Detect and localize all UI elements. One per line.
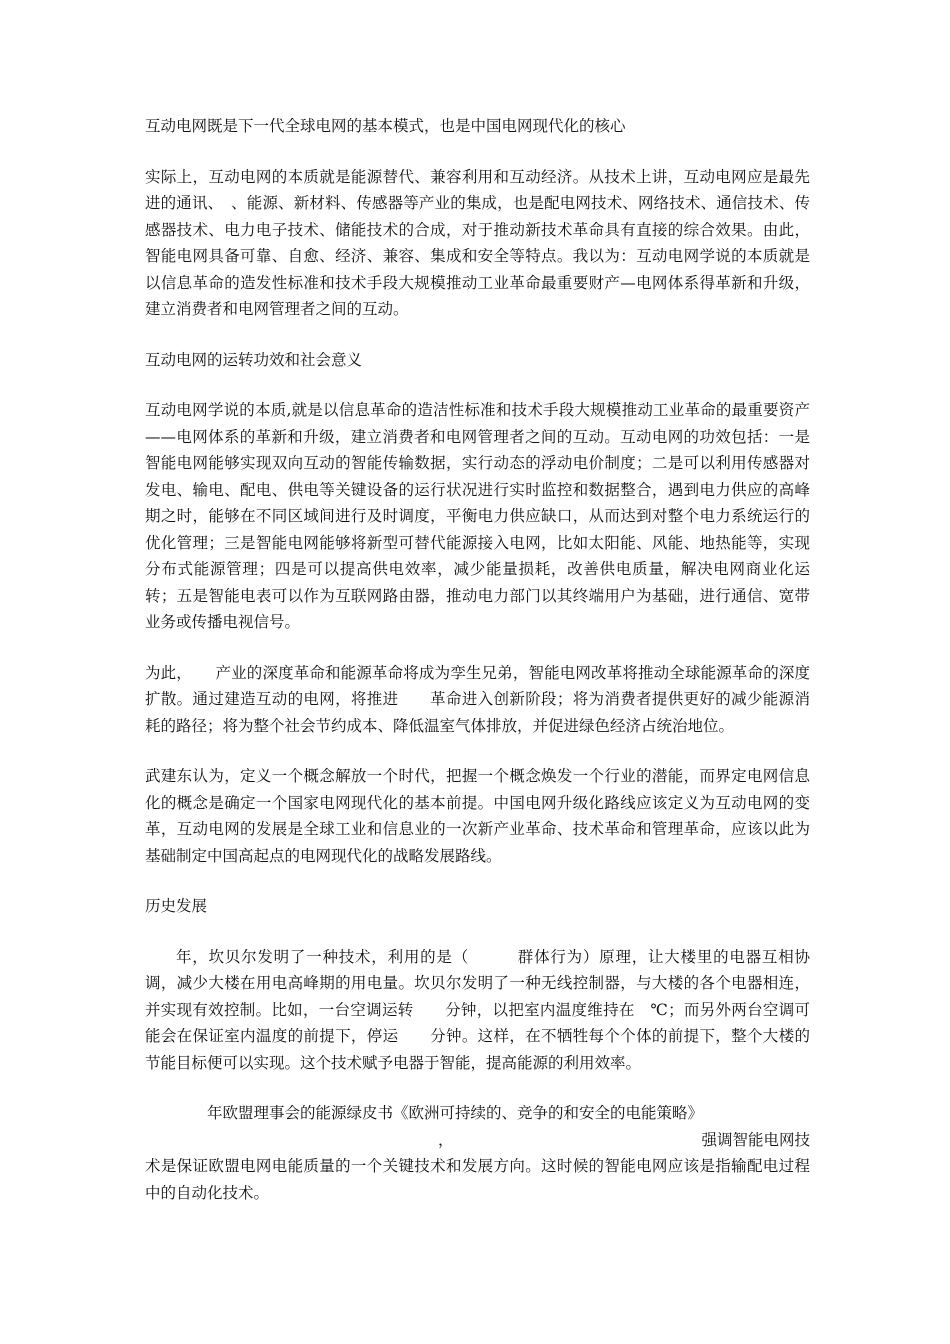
eu-line-rest: 术是保证欧盟电网电能质量的一个关键技术和发展方向。这时候的智能电网应该是指输配电过程中的自动化技术。 xyxy=(145,1157,810,1202)
heading-significance: 互动电网的运转功效和社会意义 xyxy=(145,350,363,369)
paragraph-essence: 实际上，互动电网的本质就是能源替代、兼容利用和互动经济。从技术上讲，互动电网应是最先进的通讯、 、能源、新材料、传感器等产业的集成，也是配电网技术、网络技术、通信技术、传感器技术、电力电子技术、储能技术的合成，对于推动新技术革命具有直接的综合效果。由此，智能电网具备可靠、自愈、经济、兼容、集成和安全等特点。我以为：互动电网学说的本质就是以信息革命的造发性标准和技术手段大规模推动工业革命最重要财产—电网体系得革新和升级，建立消费者和电网管理者之间的互动。 xyxy=(145,167,810,318)
eu-line-2-text: 强调智能电网技 xyxy=(701,1130,810,1149)
paragraph-wu-jiandong: 武建东认为，定义一个概念解放一个时代，把握一个概念焕发一个行业的潜能，而界定电网信息化的概念是确定一个国家电网现代化的基本前提。中国电网升级化路线应该定义为互动电网的变革，互动电网的发展是全球工业和信息业的一次新产业革命、技术革命和管理革命，应该以此为基础制定中国高起点的电网现代化的战略发展路线。 xyxy=(145,767,810,865)
paragraph-campbell: 年，坎贝尔发明了一种技术，利用的是（ 群体行为）原理，让大楼里的电器互相协调，减少大楼在用电高峰期的用电量。坎贝尔发明了一种无线控制器，与大楼的各个电器相连，并实现有效控制。比如，一台空调运转 分钟，以把室内温度维持在 ℃；而另外两台空调可能会在保证室内温度的前提下，停运 分钟。这样，在不牺牲每个个体的前提下，整个大楼的节能目标便可以实现。这个技术赋予电器于智能，提高能源的利用效率。 xyxy=(145,947,810,1072)
paragraph-functions: 互动电网学说的本质,就是以信息革命的造洁性标准和技术手段大规模推动工业革命的最重要资产——电网体系的革新和升级，建立消费者和电网管理者之间的互动。互动电网的功效包括：一是智能电网能够实现双向互动的智能传输数据，实行动态的浮动电价制度；二是可以利用传感器对发电、输电、配电、供电等关键设备的运行状况进行实时监控和数据整合，遇到电力供应的高峰期之时，能够在不同区域间进行及时调度，平衡电力供应缺口，从而达到对整个电力系统运行的优化管理；三是智能电网能够将新型可替代能源接入电网，比如太阳能、风能、地热能等，实现分布式能源管理；四是可以提高供电效率，减少能量损耗，改善供电质量，解决电网商业化运转；五是智能电表可以作为互联网路由器，推动电力部门以其终端用户为基础，进行通信、宽带业务或传播电视信号。 xyxy=(145,401,810,631)
eu-line-1: 年欧盟理事会的能源绿皮书《欧洲可持续的、竞争的和安全的电能策略》 xyxy=(207,1104,704,1122)
paragraph-eu-greenpaper xyxy=(145,1100,810,1206)
paragraph-revolution: 为此， 产业的深度革命和能源革命将成为孪生兄弟，智能电网改革将推动全球能源革命的深度扩散。通过建造互动的电网，将推进 革命进入创新阶段；将为消费者提供更好的减少能源消耗的路径；将为整个社会节约成本、降低温室气体排放，并促进绿色经济占统治地位。 xyxy=(145,663,810,735)
eu-line-2-comma: ， xyxy=(438,1130,454,1149)
document-page xyxy=(145,113,810,1206)
heading-core: 互动电网既是下一代全球电网的基本模式，也是中国电网现代化的核心 xyxy=(145,117,626,135)
heading-history: 历史发展 xyxy=(145,897,208,915)
